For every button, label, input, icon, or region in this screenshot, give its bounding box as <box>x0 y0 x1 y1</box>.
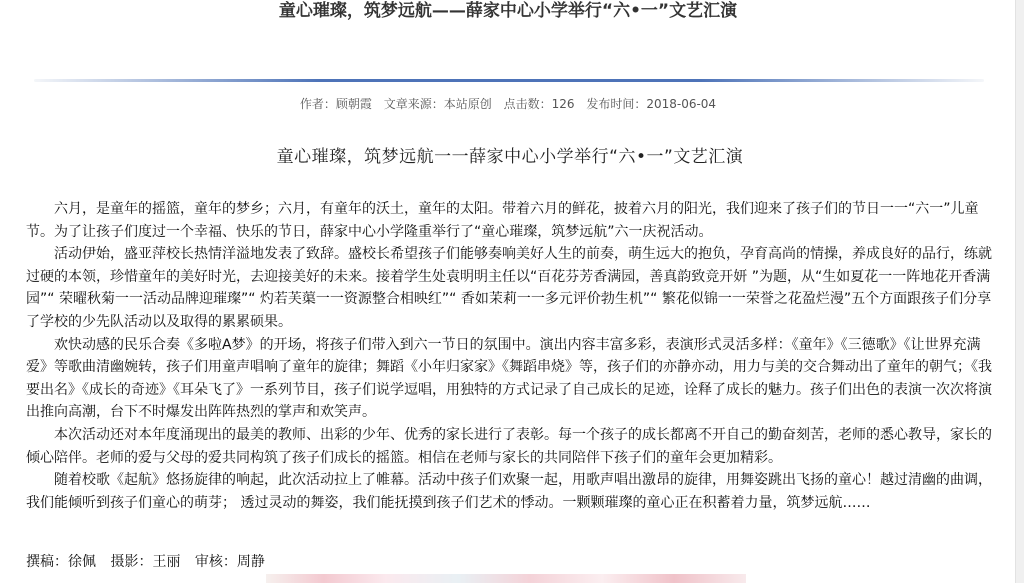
article-photo <box>266 574 746 583</box>
meta-author: 作者：顾朝霞 <box>299 97 372 111</box>
credit-reviewer: 审核：周静 <box>194 554 265 570</box>
meta-clicks: 点击数：126 <box>503 97 575 111</box>
credit-writer: 撰稿：徐佩 <box>26 554 96 570</box>
article-paragraph: 欢快动感的民乐合奏《多啦A梦》的开场，将孩子们带入到六一节日的氛围中。演出内容丰富多彩，表演形式灵活多样：《童年》《三德歌》《让世界充满爱》等歌曲清幽婉转，孩子们用童声唱响了童年的旋律；舞蹈《小年归家家》《舞蹈串烧》等，孩子们的亦静亦动，用力与美的交合舞动出了童年的朝气；《我要出名》《成长的奇迹》《耳朵飞了》一系列节目，孩子们说学逗唱，用独特的方式记录了自己成长的足迹，诠释了成长的魅力。孩子们出色的表演一次次将演出推向高潮，台下不时爆发出阵阵热烈的掌声和欢笑声。 <box>26 336 992 421</box>
article-paragraph: 随着校歌《起航》悠扬旋律的响起，此次活动拉上了帷幕。活动中孩子们欢聚一起，用歌声唱出激昂的旋律，用舞姿跳出飞扬的童心！越过清幽的曲调，我们能倾听到孩子们童心的萌芽； 透过灵动的舞姿，我们能抚摸到孩子们艺术的悸动。一颗颗璀璨的童心正在积蓄着力量，筑梦远航…… <box>26 472 992 511</box>
article-title: 童心璀璨，筑梦远航一一薛家中心小学举行“六•一”文艺汇演 <box>276 147 744 167</box>
title-divider <box>34 79 984 82</box>
vertical-scrollbar[interactable] <box>1015 0 1024 583</box>
meta-published: 发布时间：2018-06-04 <box>586 97 717 111</box>
article-paragraph: 活动伊始，盛亚萍校长热情洋溢地发表了致辞。盛校长希望孩子们能够奏响美好人生的前奏，萌生远大的抱负，孕育高尚的情操，养成良好的品行，练就过硬的本领，珍惜童年的美好时光，去迎接美好的未来。接着学生处袁明明主任以“百花芬芳香满园，善真韵致竞开妍 ”为题，从“生如夏花一一阵地花开香满园”“ 荣曜秋菊一一活动品牌迎璀璨”“ 灼若芙蕖一一资源整合相映红”“ 香如茉莉一一多元评价勃生机”“ 繁花似锦一一荣誉之花盈烂漫”五个方面跟孩子们分享了学校的少先队活动以及取得的累累硕果。 <box>26 246 992 330</box>
page-headline: 童心璀璨，筑梦远航——薛家中心小学举行“六•一”文艺汇演 <box>278 1 738 21</box>
article-meta <box>0 96 1016 112</box>
article-credits <box>26 552 275 572</box>
meta-source: 文章来源：本站原创 <box>383 97 492 111</box>
article-paragraph: 本次活动还对本年度涌现出的最美的教师、出彩的少年、优秀的家长进行了表彰。每一个孩子的成长都离不开自己的勤奋刻苦，老师的悉心教导，家长的倾心陪伴。老师的爱与父母的爱共同构筑了孩子们成长的摇篮。相信在老师与家长的共同陪伴下孩子们的童年会更加精彩。 <box>26 426 992 466</box>
credit-photographer: 摄影：王丽 <box>110 554 181 570</box>
article-body <box>26 198 994 514</box>
article-paragraph: 六月，是童年的摇篮，童年的梦乡；六月，有童年的沃土，童年的太阳。带着六月的鲜花，披着六月的阳光，我们迎来了孩子们的节日一一“六一”儿童节。为了让孩子们度过一个幸福、快乐的节日，薛家中心小学隆重举行了“童心璀璨，筑梦远航”六一庆祝活动。 <box>26 201 979 240</box>
